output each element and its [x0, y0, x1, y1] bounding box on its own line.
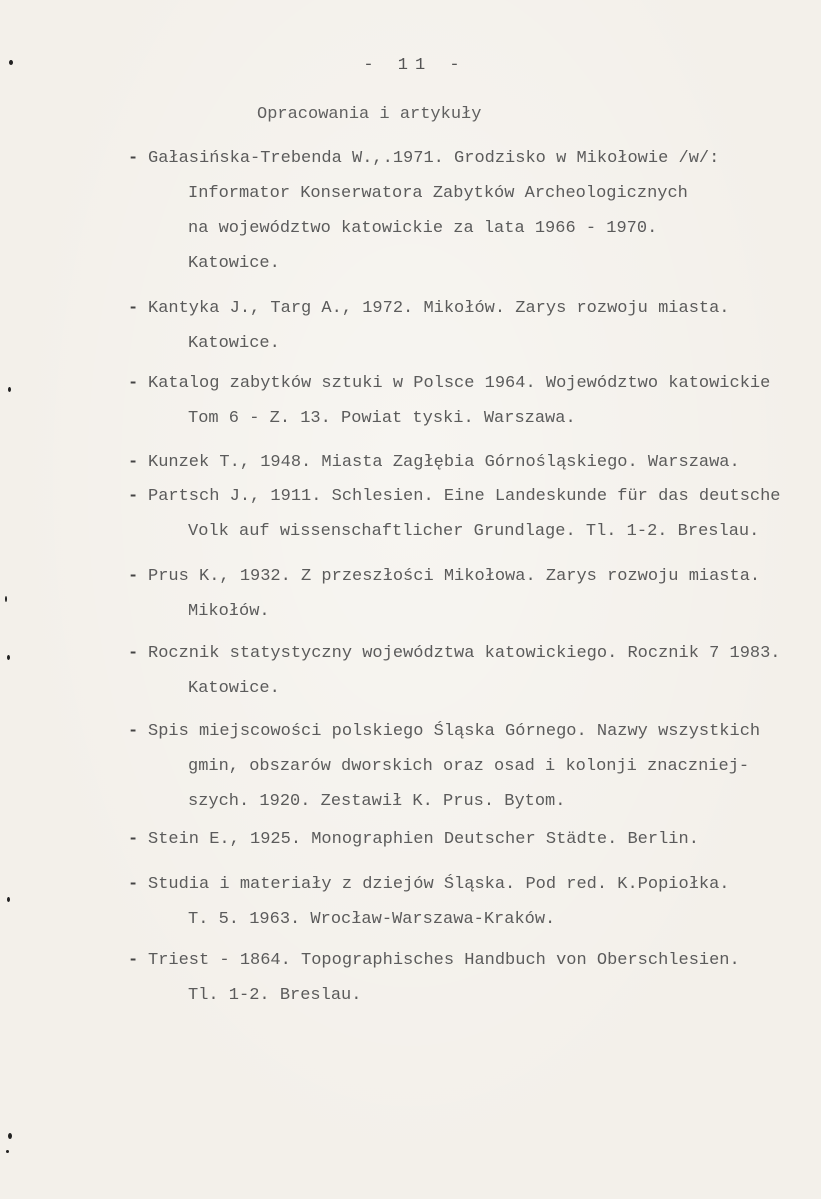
entry-line: Partsch J., 1911. Schlesien. Eine Landeskunde für das deutsche	[148, 487, 781, 506]
bibliography-entry	[128, 559, 808, 629]
entry-bullet: -	[128, 567, 139, 586]
bibliography-entry	[128, 822, 808, 857]
entry-bullet: -	[128, 453, 139, 472]
entry-line: Studia i materiały z dziejów Śląska. Pod red. K.Popiołka.	[148, 875, 730, 894]
entry-bullet: -	[128, 149, 139, 168]
scan-mark	[8, 387, 11, 392]
entry-line: Katowice.	[188, 334, 280, 353]
page-number: - 11 -	[363, 56, 467, 75]
entry-bullet: -	[128, 644, 139, 663]
bibliography-entry	[128, 366, 808, 436]
entry-line: Rocznik statystyczny województwa katowickiego. Rocznik 7 1983.	[148, 644, 781, 663]
entry-bullet: -	[128, 722, 139, 741]
bibliography-entry	[128, 714, 808, 819]
entry-line: Kantyka J., Targ A., 1972. Mikołów. Zarys rozwoju miasta.	[148, 299, 730, 318]
bibliography-entry	[128, 636, 808, 706]
bibliography-entry	[128, 867, 808, 937]
entry-line: T. 5. 1963. Wrocław-Warszawa-Kraków.	[188, 910, 556, 929]
entry-bullet: -	[128, 487, 139, 506]
bibliography-entry	[128, 141, 808, 281]
scan-mark	[6, 1150, 9, 1153]
entry-line: Katowice.	[188, 679, 280, 698]
entry-line: Informator Konserwatora Zabytków Archeologicznych	[188, 184, 688, 203]
entry-bullet: -	[128, 951, 139, 970]
entry-line: na województwo katowickie za lata 1966 - 1970.	[188, 219, 658, 238]
bibliography-entry	[128, 943, 808, 1013]
entry-line: Katalog zabytków sztuki w Polsce 1964. Województwo katowickie	[148, 374, 771, 393]
entry-line: Tl. 1-2. Breslau.	[188, 986, 362, 1005]
entry-bullet: -	[128, 830, 139, 849]
entry-line: Tom 6 - Z. 13. Powiat tyski. Warszawa.	[188, 409, 576, 428]
entry-line: gmin, obszarów dworskich oraz osad i kolonji znaczniej-	[188, 757, 750, 776]
entry-line: Kunzek T., 1948. Miasta Zagłębia Górnośląskiego. Warszawa.	[148, 453, 740, 472]
entry-line: Triest - 1864. Topographisches Handbuch von Oberschlesien.	[148, 951, 740, 970]
bibliography-entry	[128, 291, 808, 361]
entry-line: Spis miejscowości polskiego Śląska Górnego. Nazwy wszystkich	[148, 722, 761, 741]
entry-line: Mikołów.	[188, 602, 270, 621]
entry-bullet: -	[128, 875, 139, 894]
entry-line: Stein E., 1925. Monographien Deutscher Städte. Berlin.	[148, 830, 699, 849]
bibliography-entry	[128, 479, 808, 549]
scan-mark	[7, 897, 10, 902]
scan-mark	[5, 596, 7, 602]
entry-bullet: -	[128, 299, 139, 318]
scan-mark	[8, 1133, 12, 1139]
entry-line: Volk auf wissenschaftlicher Grundlage. Tl. 1-2. Breslau.	[188, 522, 760, 541]
entry-line: Prus K., 1932. Z przeszłości Mikołowa. Zarys rozwoju miasta.	[148, 567, 761, 586]
entry-line: Gałasińska-Trebenda W.,.1971. Grodzisko w Mikołowie /w/:	[148, 149, 720, 168]
scan-mark	[7, 655, 10, 660]
entry-line: szych. 1920. Zestawił K. Prus. Bytom.	[188, 792, 566, 811]
section-heading: Opracowania i artykuły	[257, 105, 482, 124]
entry-bullet: -	[128, 374, 139, 393]
entry-line: Katowice.	[188, 254, 280, 273]
bibliography-entry	[128, 445, 808, 480]
